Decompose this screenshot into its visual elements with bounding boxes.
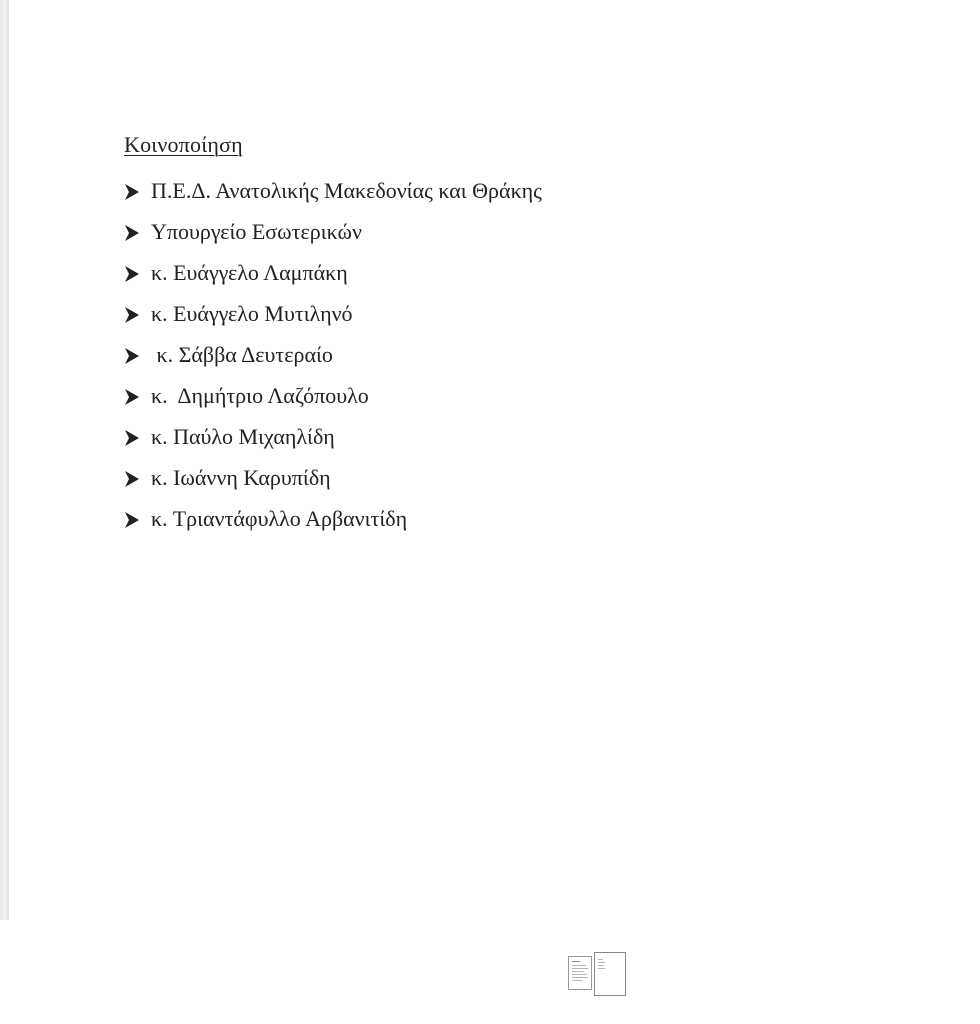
recipient-item: [124, 293, 542, 334]
arrow-bullet-icon: [124, 265, 140, 283]
recipient-item: [124, 416, 542, 457]
recipient-text: κ. Τριαντάφυλλο Αρβανιτίδη: [151, 505, 408, 531]
arrow-bullet-icon: [124, 470, 140, 488]
recipient-item: [124, 334, 542, 375]
thumbnail-text-line: [572, 974, 587, 975]
thumbnail-text-line: [572, 977, 588, 978]
arrow-bullet-icon: [124, 511, 140, 529]
arrow-bullet-icon: [124, 429, 140, 447]
thumbnail-text-line: [572, 968, 588, 969]
viewer-background: [0, 920, 980, 1024]
thumbnail-text-line: [572, 971, 584, 972]
page-shadow-edge: [0, 0, 9, 920]
recipient-list: [124, 170, 542, 539]
recipient-item: [124, 211, 542, 252]
thumbnail-text-line: [598, 968, 605, 969]
page-thumbnail-1[interactable]: [568, 956, 592, 990]
arrow-bullet-icon: [124, 347, 140, 365]
thumbnail-text-line: [572, 961, 580, 962]
recipient-text: Υπουργείο Εσωτερικών: [151, 218, 362, 244]
recipient-item: [124, 457, 542, 498]
recipient-item: [124, 498, 542, 539]
page-thumbnail-strip: [568, 950, 626, 996]
recipient-text: κ. Ευάγγελο Μυτιληνό: [151, 300, 353, 326]
thumbnail-text-line: [598, 962, 605, 963]
recipient-text: κ. Παύλο Μιχαηλίδη: [151, 423, 335, 449]
page-thumbnail-2[interactable]: [594, 952, 626, 996]
recipient-item: [124, 170, 542, 211]
thumbnail-text-line: [572, 965, 586, 966]
thumbnail-text-line: [598, 959, 603, 960]
recipient-text: κ. Ευάγγελο Λαμπάκη: [151, 259, 348, 285]
thumbnail-text-line: [598, 965, 604, 966]
arrow-bullet-icon: [124, 224, 140, 242]
notification-heading: Κοινοποίηση: [124, 132, 243, 157]
arrow-bullet-icon: [124, 388, 140, 406]
recipient-text: κ. Σάββα Δευτεραίο: [151, 341, 333, 367]
arrow-bullet-icon: [124, 183, 140, 201]
thumbnail-text-line: [572, 980, 582, 981]
recipient-text: Π.Ε.Δ. Ανατολικής Μακεδονίας και Θράκης: [151, 177, 542, 203]
arrow-bullet-icon: [124, 306, 140, 324]
recipient-item: [124, 252, 542, 293]
recipient-text: κ. Ιωάννη Καρυπίδη: [151, 464, 331, 490]
recipient-item: [124, 375, 542, 416]
recipient-text: κ. Δημήτριο Λαζόπουλο: [151, 382, 369, 408]
